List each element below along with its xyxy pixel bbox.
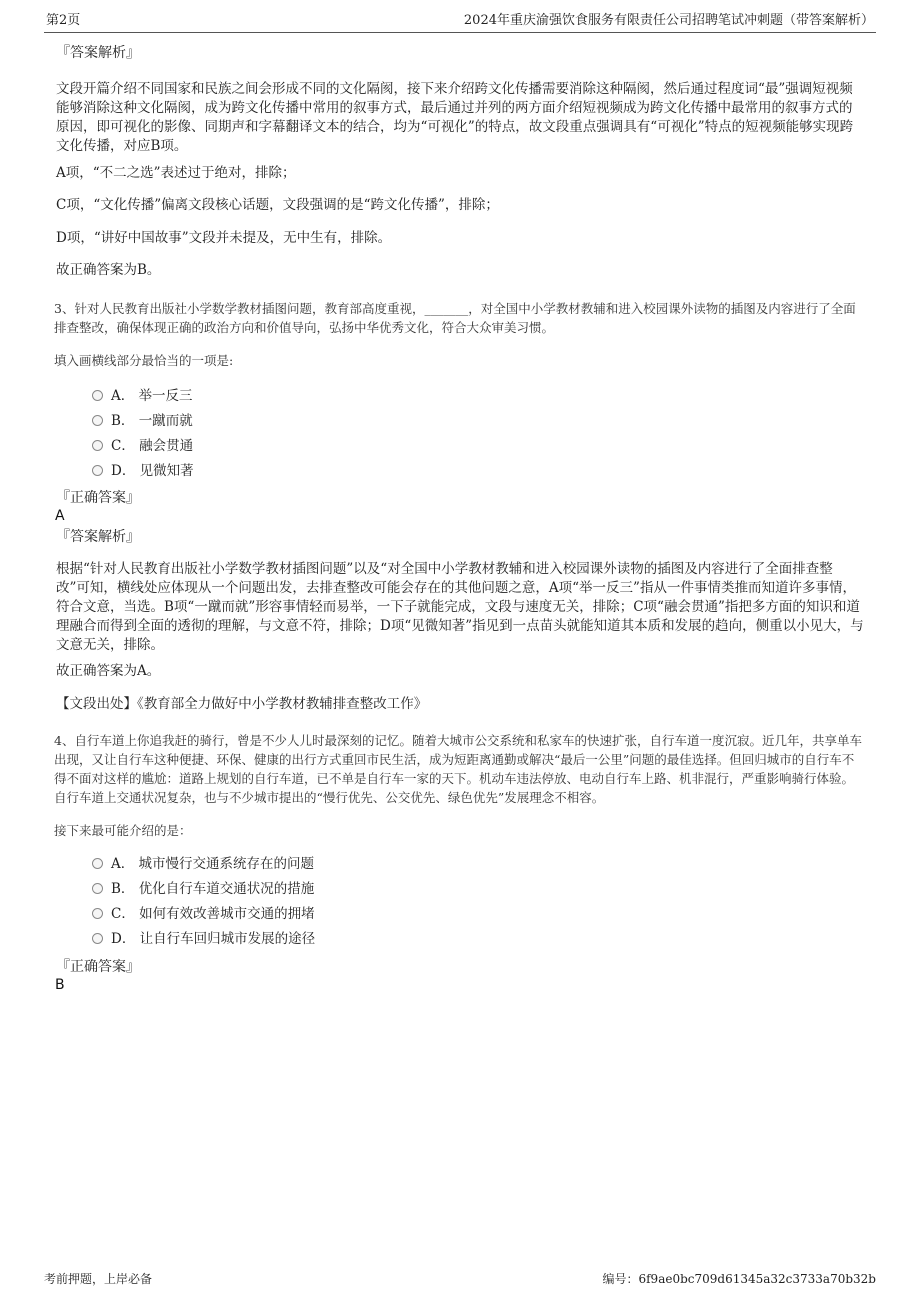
q2-conclusion: 故正确答案为B。 <box>56 262 161 278</box>
option-label: C． 如何有效改善城市交通的拥堵 <box>111 906 315 922</box>
option-label: A． 城市慢行交通系统存在的问题 <box>111 856 315 872</box>
option-label: A． 举一反三 <box>111 388 193 404</box>
option-label: D． 让自行车回归城市发展的途径 <box>111 931 316 947</box>
radio-icon[interactable] <box>92 883 103 894</box>
q4-answer: B <box>55 977 65 993</box>
footer-slogan: 考前押题，上岸必备 <box>44 1272 153 1286</box>
q3-prompt: 填入画横线部分最恰当的一项是: <box>54 353 234 368</box>
radio-icon[interactable] <box>92 858 103 869</box>
q4-option-b[interactable] <box>92 879 314 899</box>
page-footer <box>44 1270 876 1290</box>
radio-icon[interactable] <box>92 908 103 919</box>
q4-prompt: 接下来最可能介绍的是： <box>54 823 192 838</box>
option-label: B． 优化自行车道交通状况的措施 <box>111 881 315 897</box>
q3-answer-label: 『正确答案』 <box>56 490 140 506</box>
q3-option-d[interactable] <box>92 461 194 481</box>
q2-analysis-paragraph: 文段开篇介绍不同国家和民族之间会形成不同的文化隔阂，接下来介绍跨文化传播需要消除这种隔阂，然后通过程度词“最”强调短视频能够消除这种文化隔阂，成为跨文化传播中常用的叙事方式，最后通过并列的两方面介绍短视频成为跨文化传播中最常用的叙事方式的原因，即可视化的影像、同期声和字幕翻译文本的结合，均为“可视化”的特点，故文段重点强调具有“可视化”特点的短视频能够实现跨文化传播，对应B项。 <box>56 81 854 154</box>
q2-option-c-analysis: C项，“文化传播”偏离文段核心话题，文段强调的是“跨文化传播”，排除； <box>56 197 499 213</box>
page-header <box>44 12 876 33</box>
q3-stem: 3、针对人民教育出版社小学数学教材插图问题，教育部高度重视，_______，对全国中小学教材教辅和进入校园课外读物的插图及内容进行了全面排查整改，确保体现正确的政治方向和价值导向，弘扬中华优秀文化，符合大众审美习惯。 <box>54 301 856 335</box>
q4-answer-label: 『正确答案』 <box>56 959 140 975</box>
option-label: D． 见微知著 <box>111 463 194 479</box>
radio-icon[interactable] <box>92 390 103 401</box>
document-title: 2024年重庆渝强饮食服务有限责任公司招聘笔试冲刺题（带答案解析） <box>463 13 874 28</box>
q3-source: 【文段出处】《教育部全力做好中小学教材教辅排查整改工作》 <box>56 696 428 712</box>
q4-option-d[interactable] <box>92 929 315 949</box>
option-label: C． 融会贯通 <box>111 438 194 454</box>
q3-option-c[interactable] <box>92 436 193 456</box>
q2-option-d-analysis: D项，“讲好中国故事”文段并未提及，无中生有，排除。 <box>56 230 392 246</box>
page-number: 第2页 <box>46 13 81 28</box>
q2-option-a-analysis: A项，“不二之选”表述过于绝对，排除； <box>56 165 296 181</box>
radio-icon[interactable] <box>92 415 103 426</box>
q3-analysis-paragraph: 根据“针对人民教育出版社小学数学教材插图问题”以及“对全国中小学教材教辅和进入校园课外读物的插图及内容进行了全面排查整改”可知，横线处应体现从一个问题出发，去排查整改可能会存在的其他问题之意，A项“举一反三”指从一件事情类推而知道许多事情，符合文意，当选。B项“一蹴而就”形容事情轻而易举，一下子就能完成，文段与速度无关，排除；C项“融会贯通”指把多方面的知识和道理融合而得到全面的透彻的理解，与文意不符，排除；D项“见微知著”指见到一点苗头就能知道其本质和发展的趋向，侧重以小见大，与文意无关，排除。 <box>56 561 864 653</box>
q3-analysis-label: 『答案解析』 <box>56 529 140 545</box>
radio-icon[interactable] <box>92 465 103 476</box>
option-label: B． 一蹴而就 <box>111 413 193 429</box>
q3-answer: A <box>55 508 65 524</box>
q4-stem: 4、自行车道上你追我赶的骑行，曾是不少人儿时最深刻的记忆。随着大城市公交系统和私家车的快速扩张，自行车道一度沉寂。近几年，共享单车出现，又让自行车这种便捷、环保、健康的出行方式重回市民生活，成为短距离通勤或解决“最后一公里”问题的最佳选择。但回归城市的自行车不得不面对这样的尴尬：道路上规划的自行车道，已不单是自行车一家的天下。机动车违法停放、电动自行车上路、机非混行，严重影响骑行体验。自行车道上交通状况复杂，也与不少城市提出的“慢行优先、公交优先、绿色优先”发展理念不相容。 <box>54 733 862 805</box>
radio-icon[interactable] <box>92 933 103 944</box>
q3-option-b[interactable] <box>92 411 193 431</box>
document-id: 编号：6f9ae0bc709d61345a32c3733a70b32b <box>602 1272 876 1286</box>
q4-option-c[interactable] <box>92 904 315 924</box>
q4-option-a[interactable] <box>92 854 314 874</box>
q3-conclusion: 故正确答案为A。 <box>56 663 161 679</box>
q2-analysis-label: 『答案解析』 <box>56 45 140 61</box>
radio-icon[interactable] <box>92 440 103 451</box>
q3-option-a[interactable] <box>92 386 193 406</box>
